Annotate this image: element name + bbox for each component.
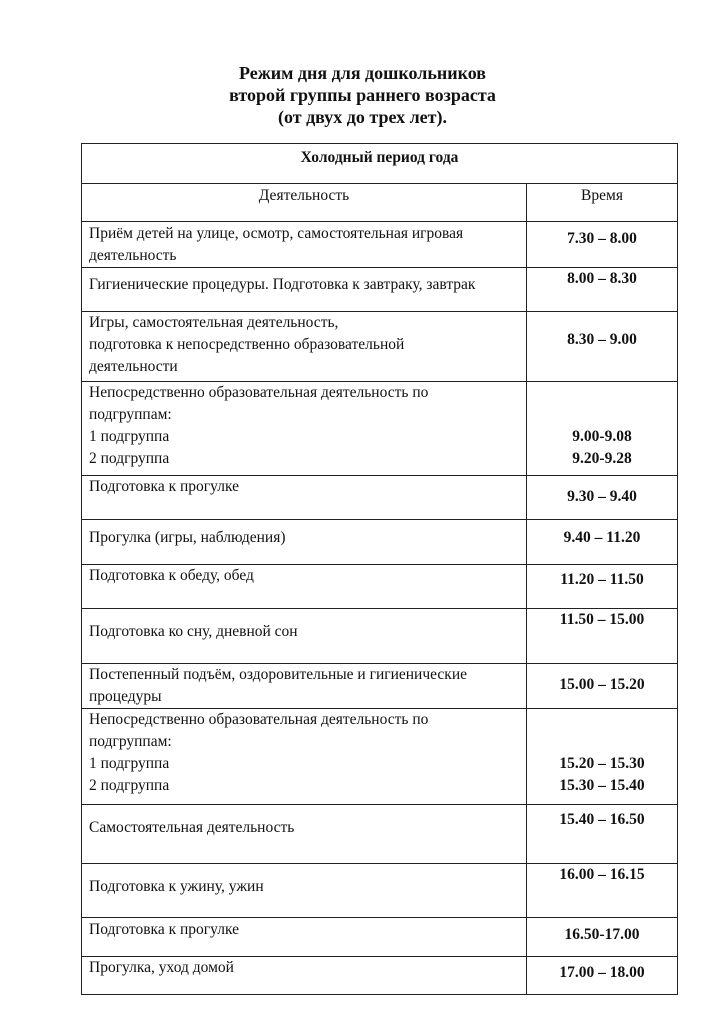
time-cell xyxy=(527,476,678,520)
table-row xyxy=(82,805,678,864)
activity-text: подгруппам: xyxy=(89,733,172,750)
time-text: 8.00 – 8.30 xyxy=(567,270,637,287)
activity-text: Игры, самостоятельная деятельность, xyxy=(89,314,339,331)
time-cell xyxy=(527,565,678,609)
activity-cell xyxy=(82,476,527,520)
time-text: 9.40 – 11.20 xyxy=(563,529,641,546)
period-row xyxy=(82,144,678,184)
activity-text: Подготовка к ужину, ужин xyxy=(89,878,264,895)
table-row xyxy=(82,918,678,957)
time-cell xyxy=(527,664,678,709)
title-line-3: (от двух до трех лет). xyxy=(277,107,448,127)
time-text: 7.30 – 8.00 xyxy=(567,230,637,247)
table-row xyxy=(82,222,678,268)
activity-cell xyxy=(82,957,527,995)
table-row xyxy=(82,609,678,664)
activity-text: Непосредственно образовательная деятельность по xyxy=(89,711,429,728)
time-cell xyxy=(527,957,678,995)
title-line-1: Режим дня для дошкольников xyxy=(238,63,487,83)
page-title xyxy=(0,62,725,128)
time-cell xyxy=(527,222,678,268)
time-text: 16.50-17.00 xyxy=(564,926,640,943)
table-row xyxy=(82,312,678,382)
activity-text: Прогулка (игры, наблюдения) xyxy=(89,529,286,546)
activity-cell xyxy=(82,222,527,268)
activity-cell xyxy=(82,664,527,709)
activity-cell xyxy=(82,918,527,957)
activity-text: Приём детей на улице, осмотр, самостоятельная игровая xyxy=(89,225,464,242)
column-header-time: Время xyxy=(527,184,678,222)
time-text: 9.30 – 9.40 xyxy=(567,488,637,505)
schedule-table xyxy=(81,143,678,995)
time-text: 11.20 – 11.50 xyxy=(560,571,644,588)
activity-text: 1 подгруппа xyxy=(89,755,170,772)
activity-text: 1 подгруппа xyxy=(89,428,170,445)
time-text: 11.50 – 15.00 xyxy=(559,611,645,628)
time-cell xyxy=(527,805,678,864)
table-row xyxy=(82,565,678,609)
table-row xyxy=(82,382,678,476)
table-row xyxy=(82,709,678,805)
activity-text: Прогулка, уход домой xyxy=(89,959,234,976)
time-cell xyxy=(527,382,678,476)
time-text: 15.40 – 16.50 xyxy=(559,811,645,828)
time-cell xyxy=(527,864,678,918)
activity-text: деятельность xyxy=(89,247,177,264)
activity-text: процедуры xyxy=(89,688,162,705)
time-text: 9.20-9.28 xyxy=(572,450,632,467)
time-text: 15.30 – 15.40 xyxy=(559,777,645,794)
activity-text: 2 подгруппа xyxy=(89,450,170,467)
time-cell xyxy=(527,312,678,382)
activity-text: подгруппам: xyxy=(89,406,172,423)
time-cell xyxy=(527,709,678,805)
table-row xyxy=(82,268,678,312)
table-row xyxy=(82,957,678,995)
activity-cell xyxy=(82,312,527,382)
time-text: 15.20 – 15.30 xyxy=(559,755,645,772)
activity-cell xyxy=(82,268,527,312)
table-row xyxy=(82,520,678,565)
activity-text: Подготовка ко сну, дневной сон xyxy=(89,623,298,640)
table-row xyxy=(82,476,678,520)
activity-text: Постепенный подъём, оздоровительные и гигиенические xyxy=(89,666,468,683)
time-cell xyxy=(527,268,678,312)
activity-cell xyxy=(82,609,527,664)
header-row xyxy=(82,184,678,222)
activity-text: деятельности xyxy=(89,358,178,375)
activity-text: подготовка к непосредственно образовательной xyxy=(89,336,405,353)
activity-cell xyxy=(82,520,527,565)
activity-text: Подготовка к обеду, обед xyxy=(89,567,254,584)
table-row xyxy=(82,664,678,709)
activity-text: Гигиенические процедуры. Подготовка к завтраку, завтрак xyxy=(89,276,476,293)
table-row xyxy=(82,864,678,918)
period-heading: Холодный период года xyxy=(82,144,678,184)
time-text: 16.00 – 16.15 xyxy=(559,866,645,883)
activity-cell xyxy=(82,565,527,609)
activity-text: Подготовка к прогулке xyxy=(89,921,239,938)
activity-cell xyxy=(82,709,527,805)
activity-text: Подготовка к прогулке xyxy=(89,478,239,495)
time-text: 8.30 – 9.00 xyxy=(567,331,637,348)
activity-cell xyxy=(82,864,527,918)
activity-text: Непосредственно образовательная деятельность по xyxy=(89,384,429,401)
time-cell xyxy=(527,918,678,957)
activity-text: 2 подгруппа xyxy=(89,777,170,794)
time-cell xyxy=(527,520,678,565)
activity-cell xyxy=(82,805,527,864)
time-text: 9.00-9.08 xyxy=(572,428,632,445)
activity-cell xyxy=(82,382,527,476)
time-cell xyxy=(527,609,678,664)
column-header-activity: Деятельность xyxy=(82,184,527,222)
title-line-2: второй группы раннего возраста xyxy=(229,85,496,105)
time-text: 17.00 – 18.00 xyxy=(559,964,645,981)
activity-text: Самостоятельная деятельность xyxy=(89,819,295,836)
time-text: 15.00 – 15.20 xyxy=(559,676,645,693)
